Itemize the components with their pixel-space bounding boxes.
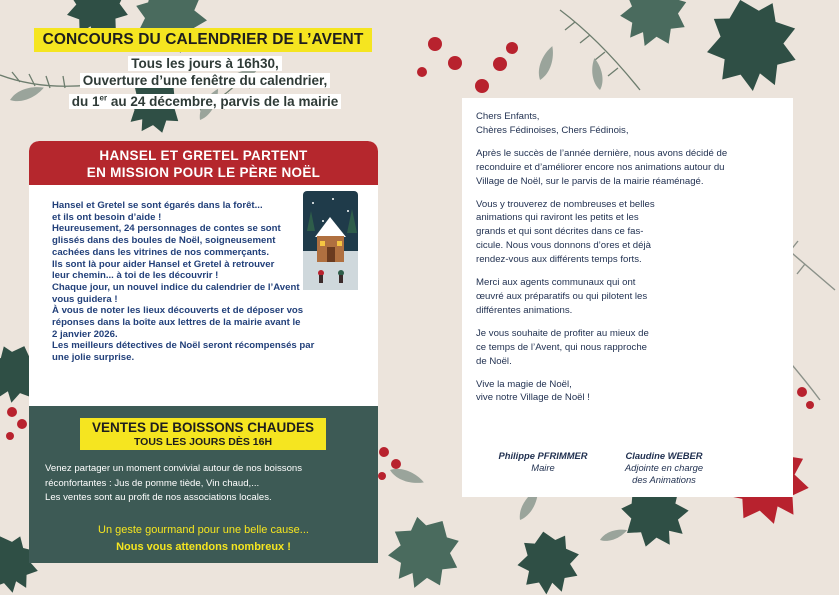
- schedule-line-1: Tous les jours à 16h30,: [40, 55, 370, 72]
- signature-deputy: Claudine WEBER Adjointe en charge des Animations: [624, 450, 704, 485]
- contest-title: CONCOURS DU CALENDRIER DE L’AVENT: [34, 28, 372, 52]
- letter-body: Chers Enfants, Chères Fédinoises, Chers Fédinois, Après le succès de l’année dernière, nous avons décidé de reconduire et d’améliorer encore nos animations autour du Village de Noël, sur le parvis de la mairie réaménagé. Vous y trouverez de nombreuses et belles animations qui raviront les petits et les grands et qui sont décrites dans ce fas- cicule. Nous vous donnons d’ores et déjà rendez-vous aux différents temps forts. Merci aux agents communaux qui ont œuvré aux préparatifs ou qui pilotent les différentes animations. Je vous souhaite de profiter au mieux de ce temps de l’Avent, qui nous rapproche de Noël. Vive la magie de Noël, vive notre Village de Noël !: [476, 111, 728, 404]
- hansel-title: HANSEL ET GRETEL PARTENT EN MISSION POUR LE PÈRE NOËL: [86, 148, 321, 180]
- pine-sprig-icon: [535, 44, 605, 90]
- schedule-line-3: du 1er au 24 décembre, parvis de la mairie: [40, 89, 370, 110]
- drinks-subtitle: TOUS LES JOURS DÈS 16H: [133, 436, 273, 448]
- drinks-slogan: Un geste gourmand pour une belle cause...: [98, 524, 309, 536]
- gingerbread-house-icon: [303, 191, 358, 290]
- holly-leaf-icon: [375, 503, 473, 595]
- signature-mayor: Philippe PFRIMMER Maire: [498, 450, 588, 473]
- schedule-line-2: Ouverture d’une fenêtre du calendrier,: [40, 72, 370, 89]
- holly-leaf-icon: [513, 526, 585, 595]
- drinks-paragraph: Venez partager un moment convivial autour de nos boissons réconfortantes : Jus de pomme tiède, Vin chaud,... Les ventes sont au profit de nos associations locales.: [45, 463, 303, 503]
- holly-leaf-icon: [608, 0, 700, 59]
- drinks-title: VENTES DE BOISSONS CHAUDES: [91, 420, 315, 435]
- berry-icon: [417, 37, 518, 93]
- hansel-paragraph: Hansel et Gretel se sont égarés dans la forêt... et ils ont besoin d’aide ! Heureusement, 24 personnages de contes se sont glissés dans des boules de Noël, soigneusement cachées dans les vitrines de nos commerçants. Ils sont là pour aider Hansel et Gretel à retrouver leur chemin... à toi de les découvrir ! Chaque jour, un nouvel indice du calendrier de l’Avent vous guidera ! À vous de noter les lieux découverts et de déposer vos réponses dans la boîte aux lettres de la mairie avant le 2 janvier 2026. Les meilleurs détectives de Noël seront récompensés par une jolie surprise.: [52, 200, 315, 364]
- holly-leaf-icon: [696, 0, 808, 100]
- drinks-slogan-bold: Nous vous attendons nombreux !: [116, 541, 291, 553]
